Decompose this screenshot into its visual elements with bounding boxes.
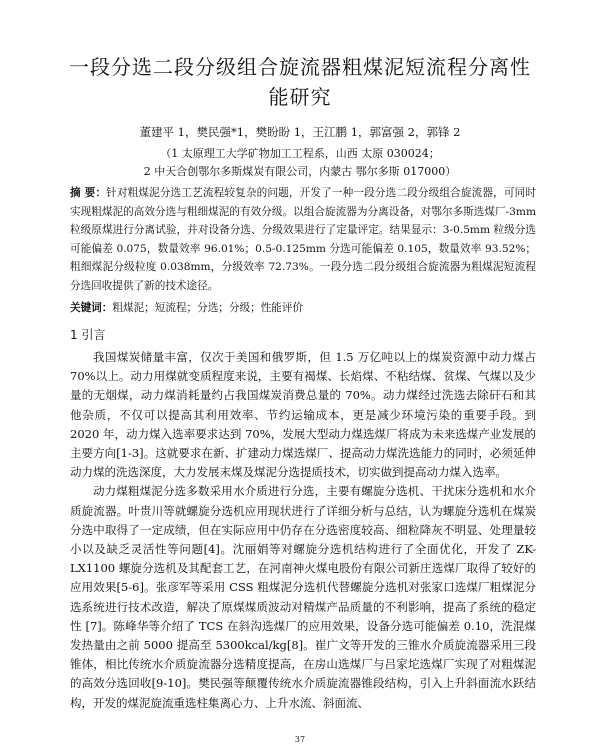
abstract bbox=[70, 184, 536, 296]
paragraph: 动力煤粗煤泥分选多数采用水介质进行分选，主要有螺旋分选机、干扰床分选机和水介质旋流器。叶贵川等就螺旋分选机应用现状进行了详细分析与总结，认为螺旋分选机在煤炭分选中取得了一定成绩，但在实际应用中仍存在分选密度较高、细粒降灰不明显、处理量较小以及缺乏灵活性等问题[4]。沈丽娟等对螺旋分选机结构进行了全面优化，开发了 ZK-LX1100 螺旋分选机及其配套工艺，在河南神火煤电股份有限公司新庄选煤厂取得了较好的应用效果[5-6]。张彦军等采用 CSS 粗煤泥分选机代替螺旋分选机对张家口选煤厂粗煤泥分选系统进行技术改造，解决了原煤煤质波动对精煤产品质量的不利影响，提高了系统的稳定性 [7]。陈峰华等介绍了 TCS 在斜沟选煤厂的应用效果，设备分选可能偏差 0.10，洗混煤发热量由之前 5000 提高至 5300kcal/kg[8]。崔广文等开发的三锥水介质旋流器采用三段锥体，相比传统水介质旋流器分选精度提高，在房山选煤厂与吕家坨选煤厂实现了对粗煤泥的高效分选回收[9-10]。樊民强等颠覆传统水介质旋流器锥段结构，引入上升斜面流水跃结构，开发的煤泥旋流重选柱集离心力、上升水流、斜面流、 bbox=[70, 484, 536, 710]
paragraph: 我国煤炭储量丰富，仅次于美国和俄罗斯，但 1.5 万亿吨以上的煤炭资源中动力煤占 70%以上。动力用煤就变质程度来说，主要有褐煤、长焰煤、不粘结煤、贫煤、气煤以及少量的无烟煤，动力煤消耗量约占我国煤炭消费总量的 70%。动力煤经过洗选去除矸石和其他杂质，不仅可以提高其利用效率、节约运输成本，更是减少环境污染的重要手段。到 2020 年，动力煤入选率要求达到 70%，发展大型动力煤选煤厂将成为未来选煤产业发展的主要方向[1-3]。这就要求在新、扩建动力煤选煤厂、提高动力煤洗选能力的同时，必须延伸动力煤的洗选深度，大力发展末煤及煤泥分选提质技术，切实做到提高动力煤入选率。 bbox=[70, 350, 536, 480]
abstract-text: 针对粗煤泥分选工艺流程较复杂的问题，开发了一种一段分选二段分级组合旋流器，可同时实现粗煤泥的高效分选与粗细煤泥的有效分级。以组合旋流器为分离设备，对鄂尔多斯选煤厂-3mm 粒级原煤进行分离试验，并对设备分选、分级效果进行了定量评定。结果显示：3-0.5mm 粒级分选可能偏差 0.075，数量效率 96.01%；0.5-0.125mm 分选可能偏差 0.105，数量效率 93.52%；粗细煤泥分级粒度 0.038mm，分级效率 72.73%。一段分选二段分级组合旋流器为粗煤泥短流程分选回收提供了新的技术途径。 bbox=[70, 187, 536, 292]
author-list: 董建平 1，樊民强*1，樊盼盼 1，王江鹏 1，郭富强 2，郭锋 2 bbox=[139, 125, 461, 139]
affiliation-2: 2 中天合创鄂尔多斯煤炭有限公司，内蒙古 鄂尔多斯 017000） bbox=[143, 165, 457, 178]
keywords-text: 粗煤泥；短流程；分选；分级；性能评价 bbox=[112, 302, 304, 314]
abstract-label: 摘 要： bbox=[70, 187, 107, 199]
affiliation-1: （1 太原理工大学矿物加工工程系，山西 太原 030024； bbox=[160, 147, 440, 160]
keywords-label: 关键词： bbox=[70, 302, 113, 314]
page-number: 37 bbox=[294, 735, 306, 744]
keywords bbox=[70, 300, 536, 316]
paper-title: 一段分选二段分级组合旋流器粗煤泥短流程分离性能研究 bbox=[69, 55, 531, 109]
body-text bbox=[70, 348, 536, 713]
section-heading: 1 引言 bbox=[70, 328, 106, 342]
